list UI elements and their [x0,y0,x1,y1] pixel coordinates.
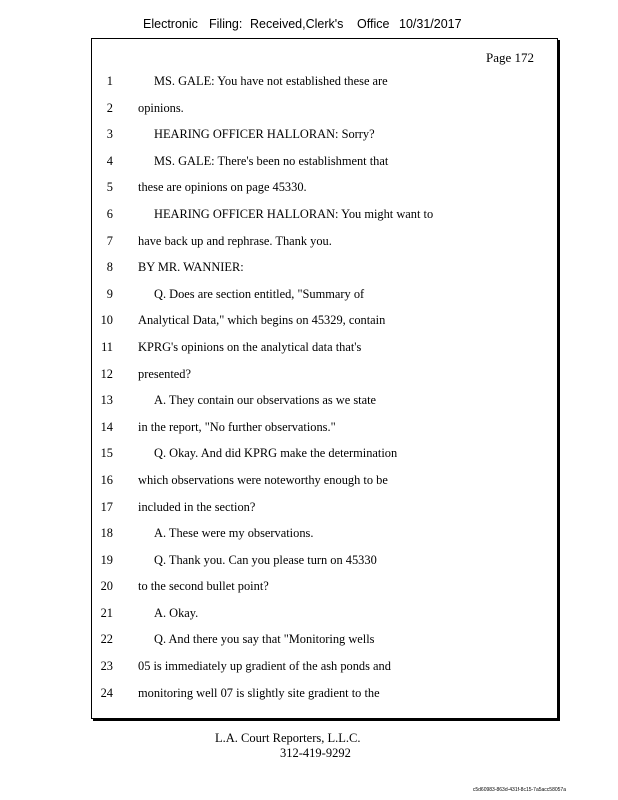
document-id: c5d60983-863d-431f-8c15-7a5acc58057a [472,787,566,793]
line-number: 15 [100,446,113,461]
transcript-line [91,68,551,95]
transcript-line [91,307,551,334]
line-number: 5 [106,180,113,195]
line-number: 19 [100,552,113,567]
line-text: MS. GALE: You have not established these are [154,74,388,88]
transcript-line [91,467,551,494]
transcript-line [91,95,551,122]
transcript-line [91,414,551,441]
line-text: MS. GALE: There's been no establishment that [154,153,389,168]
line-text: Q. And there you say that "Monitoring wells [154,632,375,647]
line-text: BY MR. WANNIER: [138,260,244,275]
line-text: HEARING OFFICER HALLORAN: Sorry? [154,127,375,142]
transcript-line [91,148,551,175]
transcript-line [91,440,551,467]
line-number: 10 [100,313,113,328]
court-reporter-phone: 312-419-9292 [280,746,351,760]
line-number: 16 [100,472,113,487]
transcript-line [91,494,551,521]
line-text: Analytical Data," which begins on 45329, contain [138,313,386,328]
court-reporter-name: L.A. Court Reporters, L.L.C. [215,731,361,745]
transcript-line [91,228,551,255]
transcript-line [91,653,551,680]
line-text: to the second bullet point? [138,579,269,594]
transcript-line [91,547,551,574]
transcript-line [91,121,551,148]
transcript-line [91,680,551,707]
line-number: 22 [100,632,113,647]
line-text: A. These were my observations. [154,526,314,541]
transcript-line [91,520,551,547]
line-text: 05 is immediately up gradient of the ash ponds and [138,659,391,674]
transcript-line [91,626,551,653]
filing-label-received: Received,Clerk's [250,17,344,31]
line-number: 9 [106,286,113,301]
filing-label-electronic: Electronic [143,17,198,31]
page-number: Page 172 [485,50,534,65]
line-text: opinions. [138,100,184,115]
filing-date: 10/31/2017 [399,17,462,31]
line-text: which observations were noteworthy enough to be [138,472,388,487]
line-text: monitoring well 07 is slightly site gradient to the [138,685,380,700]
line-number: 20 [100,579,113,594]
filing-label-office: Office [357,17,390,31]
line-number: 12 [100,366,113,381]
line-text: included in the section? [138,499,256,514]
transcript-line [91,254,551,281]
line-number: 1 [106,74,113,88]
transcript-line [91,387,551,414]
line-number: 6 [106,206,113,221]
line-text: Q. Does are section entitled, "Summary of [154,286,365,301]
transcript-line [91,334,551,361]
line-number: 2 [106,100,113,115]
line-text: KPRG's opinions on the analytical data that's [138,339,362,354]
line-text: HEARING OFFICER HALLORAN: You might want to [154,206,434,221]
transcript-line [91,573,551,600]
line-text: Q. Thank you. Can you please turn on 45330 [154,552,377,567]
line-number: 4 [106,153,113,168]
line-number: 21 [100,605,113,620]
line-text: Q. Okay. And did KPRG make the determination [154,446,398,461]
line-number: 24 [100,685,113,700]
line-text: have back up and rephrase. Thank you. [138,233,332,248]
filing-label-filing: Filing: [209,17,243,31]
transcript-line [91,201,551,228]
line-text: these are opinions on page 45330. [138,180,307,195]
line-number: 23 [100,659,113,674]
line-number: 18 [100,526,113,541]
line-number: 14 [100,419,113,434]
line-text: A. They contain our observations as we state [154,393,377,408]
transcript-body [91,68,551,706]
line-number: 11 [101,339,113,354]
line-number: 13 [100,393,113,408]
line-number: 17 [100,499,113,514]
transcript-line [91,361,551,388]
line-number: 7 [106,233,113,248]
transcript-line [91,281,551,308]
line-text: in the report, "No further observations." [138,419,336,434]
transcript-line [91,174,551,201]
line-number: 3 [106,127,113,142]
line-text: A. Okay. [154,605,199,620]
line-number: 8 [106,260,113,275]
line-text: presented? [138,366,191,381]
filing-stamp-header [0,17,618,35]
transcript-line [91,600,551,627]
